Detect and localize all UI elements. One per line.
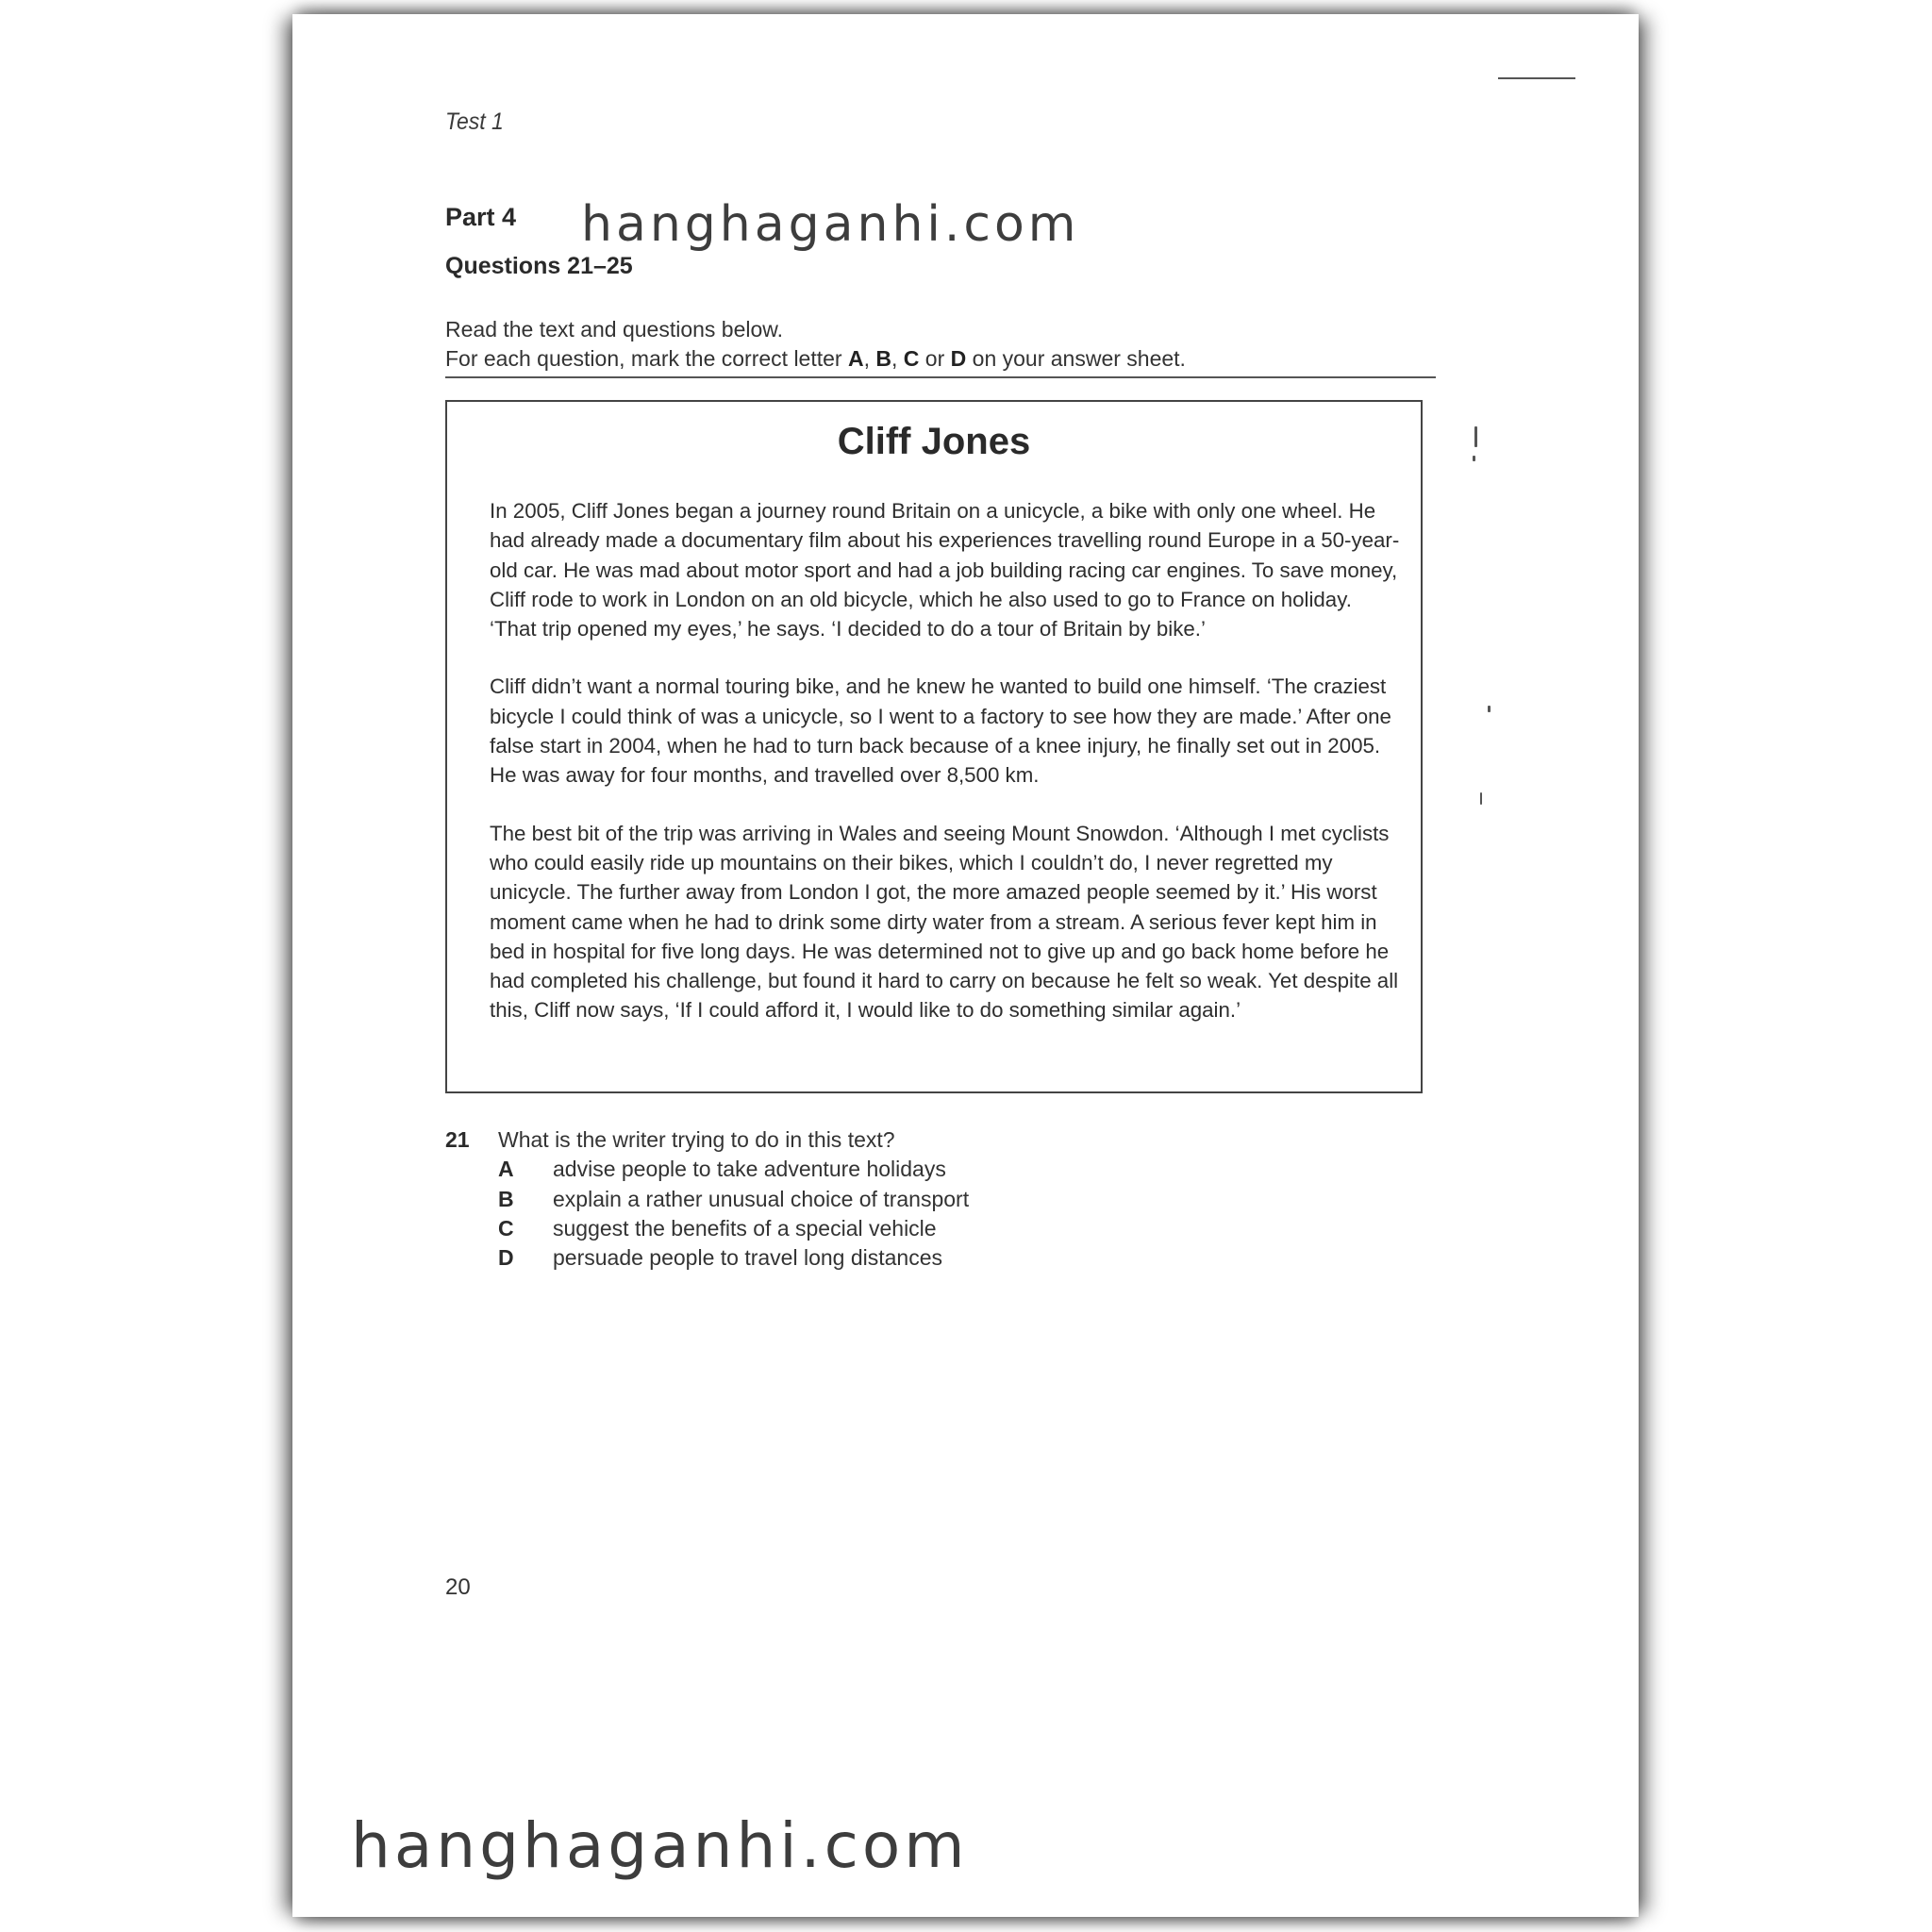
questions-title: Questions 21–25: [445, 253, 633, 279]
option-a: [445, 1155, 969, 1184]
instruction-text: on your answer sheet.: [966, 346, 1186, 371]
question-number: 21: [445, 1127, 470, 1152]
scan-mark: [1473, 456, 1475, 461]
article-body: [490, 496, 1404, 1054]
scan-mark: [1488, 706, 1491, 712]
option-c: [445, 1214, 969, 1243]
option-b: [445, 1185, 969, 1214]
separator: ,: [891, 346, 904, 371]
article-paragraph: The best bit of the trip was arriving in Wales and seeing Mount Snowdon. ‘Although I met cyclists who could easily ride up mountains on their bikes, which I couldn’t do, I never regretted my unicycle. The further away from London I got, the more amazed people seemed by it.’ His worst moment came when he had to drink some dirty water from a stream. A serious fever kept him in bed in hospital for five long days. He was determined not to give up and go back home before he had completed his challenge, but found it hard to carry on because he felt so weak. Yet despite all this, Cliff now says, ‘If I could afford it, I would like to do something similar again.’: [490, 821, 1399, 1023]
top-right-rule: [1498, 77, 1575, 79]
scan-mark: [1474, 426, 1477, 447]
option-text: explain a rather unusual choice of transport: [553, 1186, 970, 1211]
watermark-bottom: hanghaganhi.com: [351, 1809, 969, 1882]
letter-b: B: [875, 346, 891, 371]
article-paragraph: In 2005, Cliff Jones began a journey round Britain on a unicycle, a bike with only one wheel. He had already made a documentary film about his experiences travelling round Europe in a 50-year-old car. He was mad about motor sport and had a job building racing car engines. To save money, Cliff rode to work in London on an old bicycle, which he also used to go to France on holiday. ‘That trip opened my eyes,’ he says. ‘I decided to do a tour of Britain by bike.’: [490, 499, 1400, 641]
option-letter: B: [498, 1186, 514, 1211]
watermark-top: hanghaganhi.com: [581, 196, 1080, 253]
question-text: What is the writer trying to do in this text?: [498, 1127, 895, 1152]
article-box: [445, 400, 1423, 1093]
section-divider: [445, 376, 1436, 378]
option-d: [445, 1243, 969, 1273]
letter-c: C: [903, 346, 920, 371]
option-text: advise people to take adventure holidays: [553, 1157, 946, 1182]
option-text: suggest the benefits of a special vehicle: [553, 1215, 937, 1241]
option-letter: C: [498, 1215, 514, 1241]
letter-d: D: [950, 346, 967, 371]
test-label: Test 1: [445, 108, 504, 135]
separator: or: [919, 346, 951, 371]
instruction-text: For each question, mark the correct letter: [445, 346, 848, 371]
letter-a: A: [847, 346, 864, 371]
part-title: Part 4: [445, 203, 517, 231]
document-page: [292, 14, 1639, 1917]
article-paragraph: Cliff didn’t want a normal touring bike, and he knew he wanted to build one himself. ‘The craziest bicycle I could think of was a unicycle, so I went to a factory to see how they are made.’ After one false start in 2004, when he had to turn back because of a knee injury, he finally set out in 2005. He was away for four months, and travelled over 8,500 km.: [490, 675, 1391, 788]
question-21: [445, 1125, 969, 1273]
article-title: Cliff Jones: [837, 421, 1031, 462]
option-letter: D: [498, 1245, 514, 1271]
option-letter: A: [498, 1157, 514, 1182]
separator: ,: [863, 346, 876, 371]
instruction-line-2: [445, 346, 1186, 372]
instruction-line-1: Read the text and questions below.: [445, 317, 784, 341]
scan-mark: [1480, 792, 1482, 805]
page-number: 20: [445, 1574, 471, 1600]
option-text: persuade people to travel long distances: [553, 1245, 943, 1271]
